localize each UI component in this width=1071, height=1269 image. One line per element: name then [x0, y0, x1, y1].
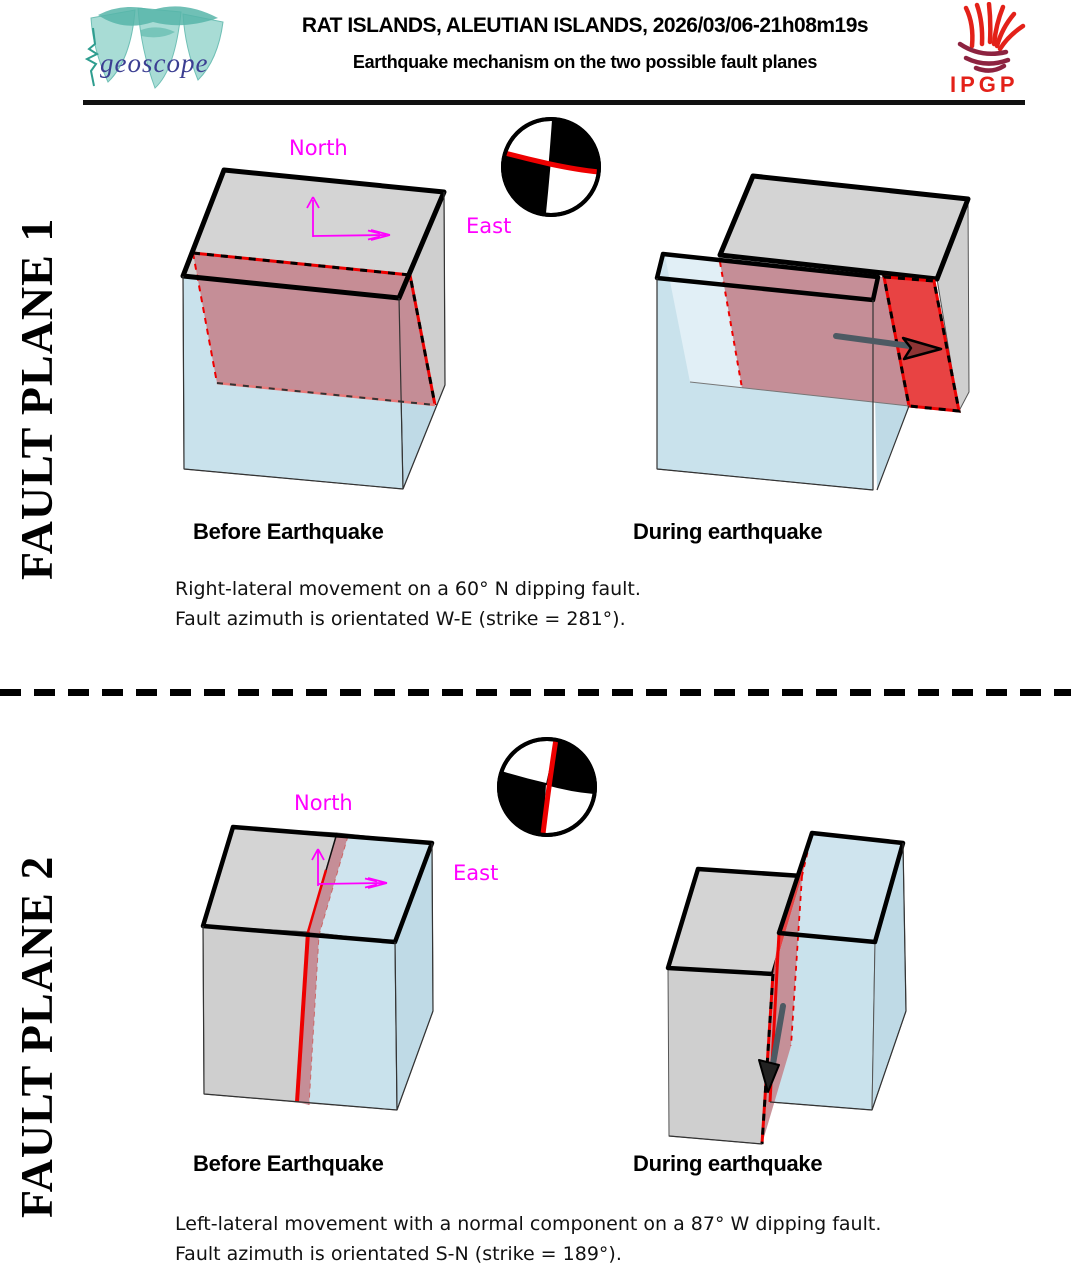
before-caption-2: Before Earthquake [193, 1151, 384, 1176]
ipgp-logo-text: IPGP [950, 72, 1019, 97]
fault-surface-through-block [720, 262, 909, 406]
north-label-1: North [289, 136, 348, 160]
east-label-1: East [466, 214, 512, 238]
block-diagram-before-1 [183, 170, 445, 489]
description-1-line-2: Fault azimuth is orientated W-E (strike = 281°). [175, 608, 626, 630]
geoscope-logo-text: geoscope [100, 48, 209, 78]
fault-plane-surface [193, 253, 435, 405]
east-arrow [313, 235, 386, 236]
section-divider [0, 689, 1071, 696]
page-title: RAT ISLANDS, ALEUTIAN ISLANDS, 2026/03/06-21h08m19s [301, 14, 869, 37]
before-caption-1: Before Earthquake [193, 519, 384, 544]
description-1-line-1: Right-lateral movement on a 60° N dipping fault. [175, 578, 641, 600]
north-label-2: North [294, 791, 353, 815]
block-diagram-during-1 [657, 176, 969, 490]
description-1 [175, 574, 641, 634]
description-2 [175, 1209, 881, 1269]
focal-mechanism-beachball-1 [503, 119, 599, 215]
world-map-shape [98, 6, 218, 25]
during-caption-2: During earthquake [633, 1151, 823, 1176]
west-block-front-face [668, 968, 773, 1144]
description-2-line-2: Fault azimuth is orientated S-N (strike = 189°). [175, 1243, 622, 1265]
ipgp-logo [946, 2, 1032, 74]
page-subtitle: Earthquake mechanism on the two possible fault planes [352, 52, 818, 72]
fault-plane-2-label: FAULT PLANE 2 [11, 855, 62, 1218]
during-caption-1: During earthquake [633, 519, 823, 544]
east-label-2: East [453, 861, 499, 885]
header-titles [240, 14, 930, 73]
description-2-line-1: Left-lateral movement with a normal component on a 87° W dipping fault. [175, 1213, 882, 1235]
east-arrow [318, 883, 384, 884]
block-diagram-during-2 [668, 833, 906, 1144]
focal-mechanism-beachball-2 [499, 739, 595, 835]
header-rule [83, 100, 1025, 105]
front-face-west [203, 926, 308, 1102]
fault-plane-1-label: FAULT PLANE 1 [11, 217, 62, 580]
